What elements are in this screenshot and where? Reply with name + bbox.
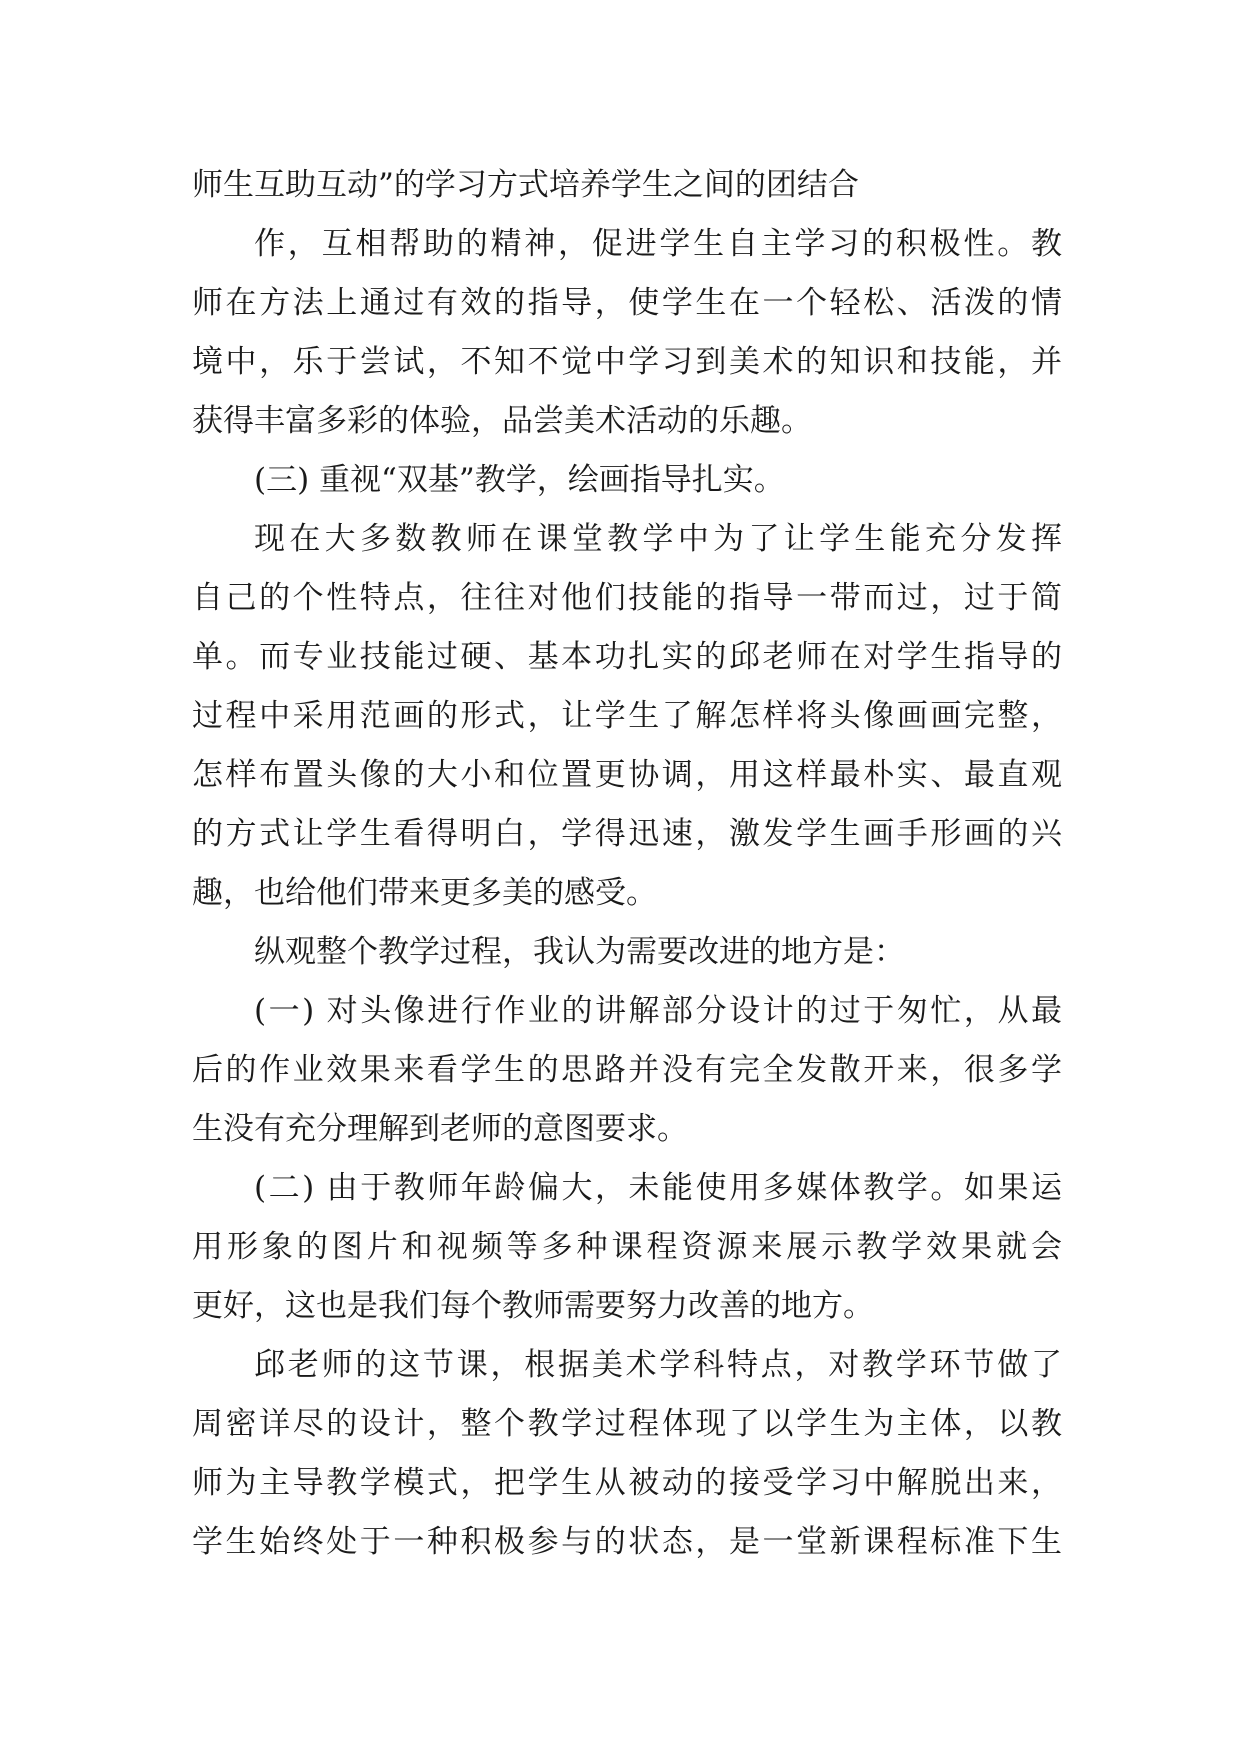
text-line: 学生始终处于一种积极参与的状态，是一堂新课程标准下生	[192, 1524, 1062, 1560]
document-body	[192, 156, 1062, 1572]
text-line: 用形象的图片和视频等多种课程资源来展示教学效果就会	[192, 1229, 1062, 1265]
text-line: 更好，这也是我们每个教师需要努力改善的地方。	[192, 1288, 874, 1324]
text-line: 的方式让学生看得明白，学得迅速，激发学生画手形画的兴	[192, 816, 1062, 852]
text-line: 师在方法上通过有效的指导，使学生在一个轻松、活泼的情	[192, 285, 1062, 321]
text-line: 纵观整个教学过程，我认为需要改进的地方是：	[254, 934, 905, 970]
text-line: 趣，也给他们带来更多美的感受。	[192, 875, 657, 911]
text-line: 作，互相帮助的精神，促进学生自主学习的积极性。教	[254, 226, 1062, 262]
text-line: 生没有充分理解到老师的意图要求。	[192, 1111, 688, 1147]
text-line: 现在大多数教师在课堂教学中为了让学生能充分发挥	[254, 521, 1062, 557]
text-line: 怎样布置头像的大小和位置更协调，用这样最朴实、最直观	[192, 757, 1062, 793]
text-line: 获得丰富多彩的体验，品尝美术活动的乐趣。	[192, 403, 812, 439]
list-item-one: (一) 对头像进行作业的讲解部分设计的过于匆忙，从最	[254, 993, 1062, 1029]
section-heading: (三) 重视“双基”教学，绘画指导扎实。	[254, 462, 785, 498]
text-line: 周密详尽的设计，整个教学过程体现了以学生为主体，以教	[192, 1406, 1062, 1442]
text-line: 后的作业效果来看学生的思路并没有完全发散开来，很多学	[192, 1052, 1062, 1088]
text-line: 单。而专业技能过硬、基本功扎实的邱老师在对学生指导的	[192, 639, 1062, 675]
text-line: 过程中采用范画的形式，让学生了解怎样将头像画画完整，	[192, 698, 1062, 734]
text-line: 境中，乐于尝试，不知不觉中学习到美术的知识和技能，并	[192, 344, 1062, 380]
text-line: 邱老师的这节课，根据美术学科特点，对教学环节做了	[254, 1347, 1062, 1383]
text-line: 自己的个性特点，往往对他们技能的指导一带而过，过于简	[192, 580, 1062, 616]
list-item-two: (二) 由于教师年龄偏大，未能使用多媒体教学。如果运	[254, 1170, 1062, 1206]
text-line: 师生互助互动”的学习方式培养学生之间的团结合	[192, 167, 859, 203]
text-line: 师为主导教学模式，把学生从被动的接受学习中解脱出来，	[192, 1465, 1062, 1501]
